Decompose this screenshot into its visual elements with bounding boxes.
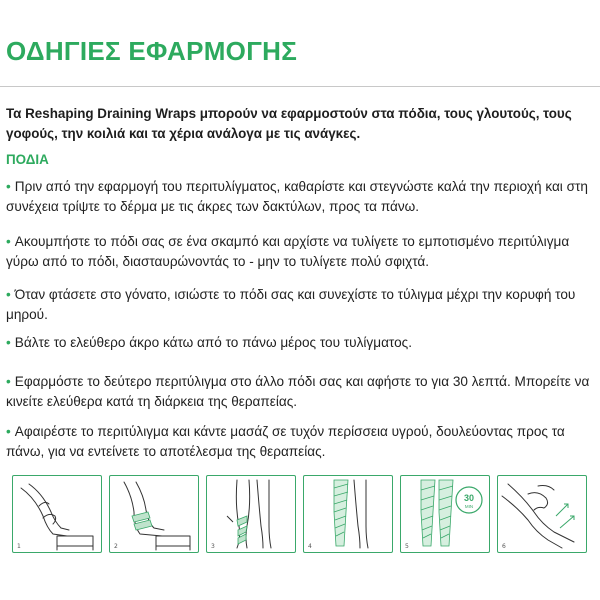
step-text: Αφαιρέστε το περιτύλιγμα και κάντε μασάζ σε τυχόν περίσσεια υγρού, δουλεύοντας προς τα πάνω, για να εντείνετε το αποτέλεσμα της θεραπείας.	[6, 424, 565, 459]
illustration-panel-2	[109, 475, 199, 553]
illustration-strip	[12, 475, 588, 555]
timer-value: 30	[463, 493, 475, 503]
panel-number: 3	[211, 543, 215, 550]
leg-massage-icon	[13, 476, 101, 552]
panel-number: 1	[17, 543, 21, 550]
illustration-panel-4	[303, 475, 393, 553]
panel-number: 6	[502, 543, 506, 550]
bullet-icon: •	[6, 374, 11, 389]
step-1	[6, 177, 596, 217]
leg-wrap-start-icon	[110, 476, 198, 552]
section-title: ΠΟΔΙΑ	[6, 152, 49, 167]
step-text: Όταν φτάσετε στο γόνατο, ισιώστε το πόδι σας και συνεχίστε το τύλιγμα μέχρι την κορυφή του μηρού.	[6, 287, 576, 322]
timer-30-icon	[401, 476, 489, 552]
timer-unit: MIN	[464, 504, 474, 509]
panel-number: 2	[114, 543, 118, 550]
page-title: ΟΔΗΓΙΕΣ ΕΦΑΡΜΟΓΗΣ	[6, 36, 298, 66]
step-3	[6, 285, 596, 325]
bullet-icon: •	[6, 335, 11, 350]
bullet-icon: •	[6, 234, 11, 249]
illustration-panel-3	[206, 475, 296, 553]
step-text: Βάλτε το ελεύθερο άκρο κάτω από το πάνω μέρος του τυλίγματος.	[14, 335, 412, 350]
illustration-panel-1	[12, 475, 102, 553]
step-6	[6, 422, 596, 462]
panel-number: 5	[405, 543, 409, 550]
illustration-panel-5	[400, 475, 490, 553]
step-text: Πριν από την εφαρμογή του περιτυλίγματος, καθαρίστε και στεγνώστε καλά την περιοχή και στη συνέχεια τρίψτε το δέρμα με τις άκρες των δακτύλων, προς τα πάνω.	[6, 179, 588, 214]
title-divider	[0, 86, 600, 87]
wrapped-legs-icon	[304, 476, 392, 552]
step-5	[6, 372, 596, 412]
panel-number: 4	[308, 543, 312, 550]
intro-text: Τα Reshaping Draining Wraps μπορούν να εφαρμοστούν στα πόδια, τους γλουτούς, τους γοφούς, την κοιλιά και τα χέρια ανάλογα με τις ανάγκες.	[6, 106, 572, 141]
step-text: Ακουμπήστε το πόδι σας σε ένα σκαμπό και αρχίστε να τυλίγετε το εμποτισμένο περιτύλιγμα γύρω από το πόδι, διασταυρώνοντάς το - μην το τυλίγετε πολύ σφιχτά.	[6, 234, 570, 269]
bullet-icon: •	[6, 424, 11, 439]
bullet-icon: •	[6, 179, 11, 194]
illustration-panel-6	[497, 475, 587, 553]
leg-wrap-knee-icon	[207, 476, 295, 552]
bullet-icon: •	[6, 287, 11, 302]
step-text: Εφαρμόστε το δεύτερο περιτύλιγμα στο άλλο πόδι σας και αφήστε το για 30 λεπτά. Μπορείτε να κινείτε ελεύθερα κατά τη διάρκεια της θεραπείας.	[6, 374, 590, 409]
step-2	[6, 232, 596, 272]
hand-massage-icon	[498, 476, 586, 552]
step-4	[6, 333, 596, 353]
